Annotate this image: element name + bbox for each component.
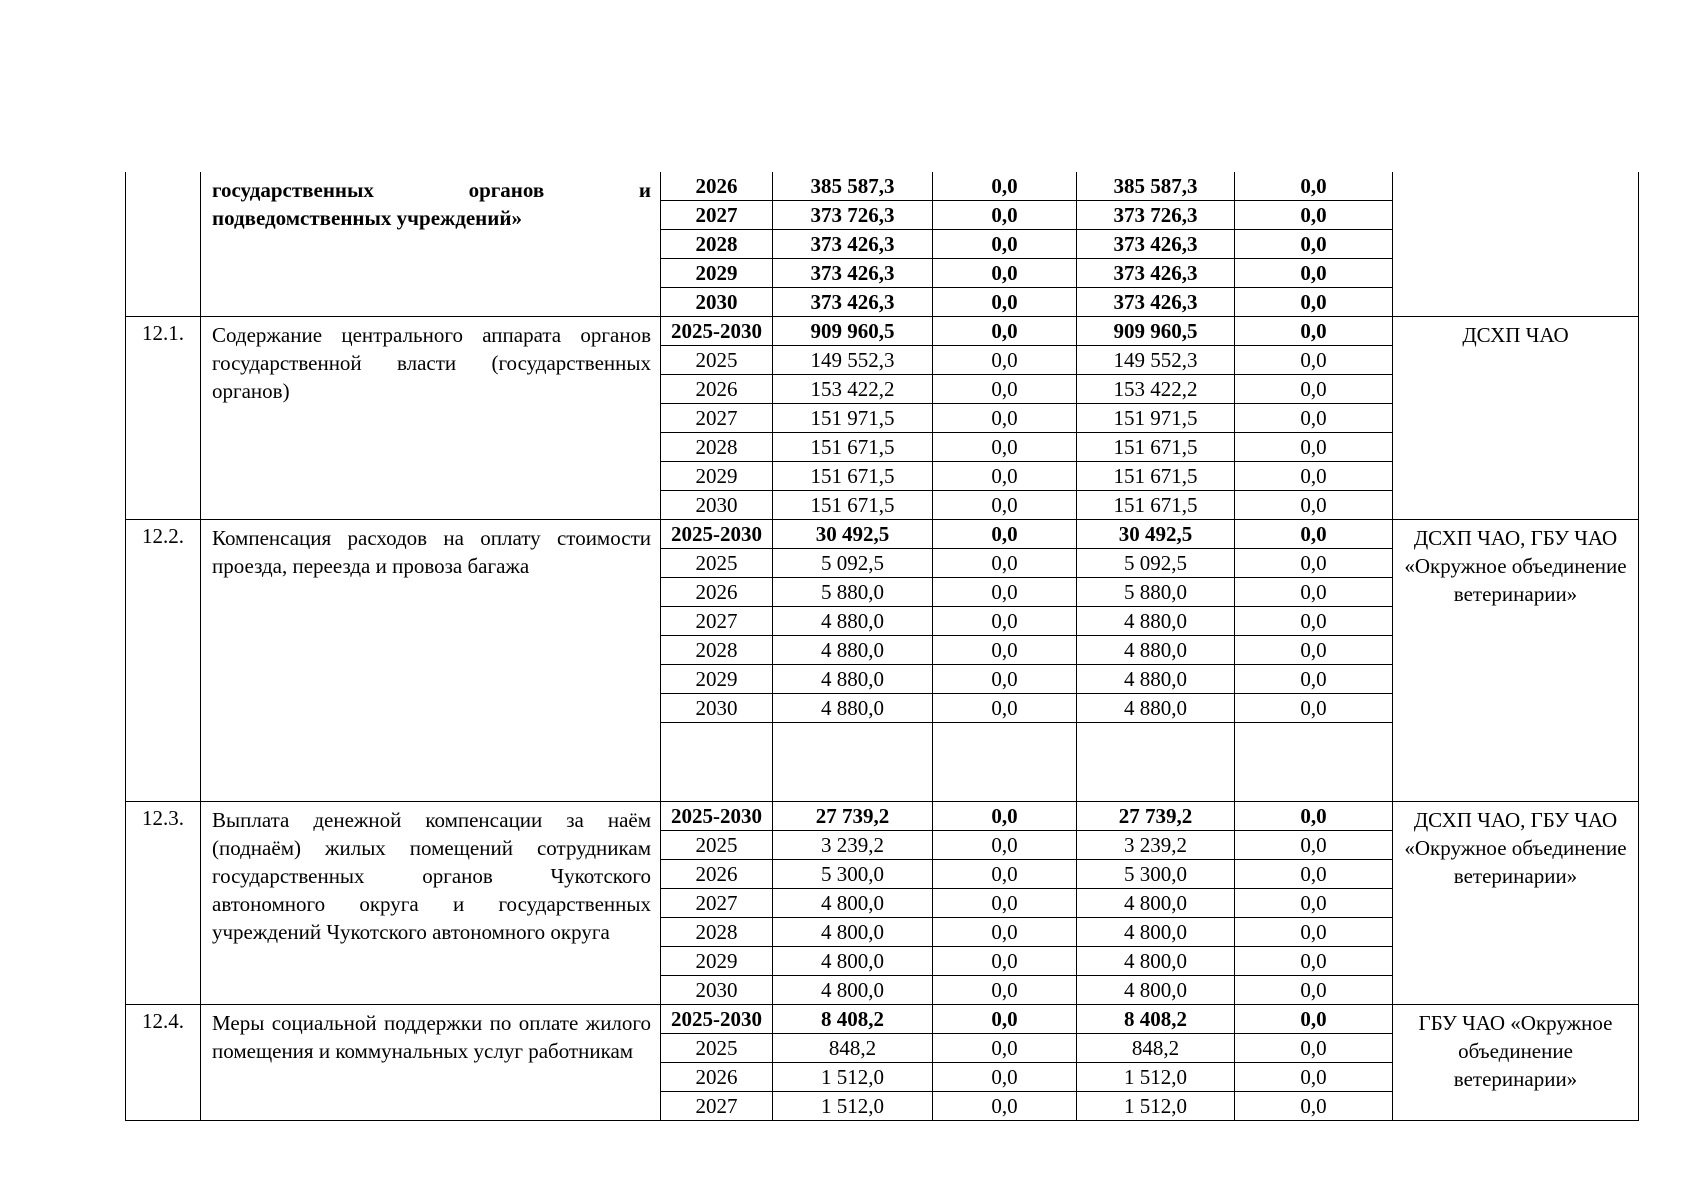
- regional-cell: 151 971,5: [1077, 404, 1235, 433]
- federal-cell: 0,0: [933, 607, 1077, 636]
- federal-cell: 0,0: [933, 1063, 1077, 1092]
- total-cell: 27 739,2: [773, 802, 933, 831]
- year-cell: 2026: [661, 860, 773, 889]
- other-cell: 0,0: [1235, 802, 1393, 831]
- total-cell: 909 960,5: [773, 317, 933, 346]
- year-cell: 2027: [661, 889, 773, 918]
- total-cell: 4 880,0: [773, 665, 933, 694]
- total-cell: 1 512,0: [773, 1063, 933, 1092]
- row-number: 12.1.: [126, 317, 201, 520]
- total-cell: 385 587,3: [773, 172, 933, 201]
- other-cell: 0,0: [1235, 491, 1393, 520]
- year-cell: 2029: [661, 259, 773, 288]
- regional-cell: 1 512,0: [1077, 1092, 1235, 1121]
- other-cell: 0,0: [1235, 259, 1393, 288]
- year-cell: 2025: [661, 1034, 773, 1063]
- other-cell: 0,0: [1235, 918, 1393, 947]
- executor-cell: ГБУ ЧАО «Окружное объединение ветеринарии»: [1393, 1005, 1639, 1121]
- year-cell: 2027: [661, 404, 773, 433]
- year-cell: 2026: [661, 578, 773, 607]
- federal-cell: 0,0: [933, 976, 1077, 1005]
- year-cell: 2028: [661, 230, 773, 259]
- federal-cell: 0,0: [933, 230, 1077, 259]
- total-cell: 149 552,3: [773, 346, 933, 375]
- regional-cell: 373 426,3: [1077, 230, 1235, 259]
- year-cell: 2026: [661, 172, 773, 201]
- year-cell: 2028: [661, 636, 773, 665]
- executor-cell: ДСХП ЧАО, ГБУ ЧАО «Окружное объединение ветеринарии»: [1393, 520, 1639, 802]
- executor-cell: ДСХП ЧАО: [1393, 317, 1639, 520]
- row-name: Компенсация расходов на оплату стоимости проезда, переезда и провоза багажа: [201, 520, 661, 802]
- other-cell: 0,0: [1235, 860, 1393, 889]
- total-cell: 4 880,0: [773, 694, 933, 723]
- other-cell: 0,0: [1235, 1063, 1393, 1092]
- regional-cell: 4 880,0: [1077, 607, 1235, 636]
- regional-cell: 373 726,3: [1077, 201, 1235, 230]
- federal-cell: 0,0: [933, 889, 1077, 918]
- table-row: [126, 520, 1639, 549]
- federal-cell: 0,0: [933, 918, 1077, 947]
- regional-cell: 4 800,0: [1077, 976, 1235, 1005]
- federal-cell: 0,0: [933, 520, 1077, 549]
- regional-cell: 373 426,3: [1077, 259, 1235, 288]
- total-cell: 5 880,0: [773, 578, 933, 607]
- table-row: [126, 802, 1639, 831]
- other-cell: 0,0: [1235, 889, 1393, 918]
- federal-cell: 0,0: [933, 636, 1077, 665]
- regional-cell: 5 300,0: [1077, 860, 1235, 889]
- other-cell: 0,0: [1235, 1005, 1393, 1034]
- year-cell: 2025-2030: [661, 317, 773, 346]
- other-cell: 0,0: [1235, 288, 1393, 317]
- total-cell: 151 671,5: [773, 462, 933, 491]
- regional-cell: 4 800,0: [1077, 947, 1235, 976]
- total-cell: 4 800,0: [773, 918, 933, 947]
- year-cell: 2030: [661, 491, 773, 520]
- table-row: [126, 317, 1639, 346]
- other-cell: 0,0: [1235, 462, 1393, 491]
- total-cell: 3 239,2: [773, 831, 933, 860]
- year-cell: 2025: [661, 831, 773, 860]
- year-cell: 2025: [661, 549, 773, 578]
- other-cell: 0,0: [1235, 549, 1393, 578]
- other-cell: 0,0: [1235, 1092, 1393, 1121]
- total-cell: 153 422,2: [773, 375, 933, 404]
- total-cell: 151 971,5: [773, 404, 933, 433]
- federal-cell: 0,0: [933, 288, 1077, 317]
- regional-cell: 373 426,3: [1077, 288, 1235, 317]
- federal-cell: 0,0: [933, 491, 1077, 520]
- other-cell: 0,0: [1235, 947, 1393, 976]
- year-cell: 2029: [661, 947, 773, 976]
- federal-cell: 0,0: [933, 1005, 1077, 1034]
- executor-cell: [1393, 172, 1639, 317]
- regional-cell: 4 880,0: [1077, 636, 1235, 665]
- year-cell: 2025-2030: [661, 1005, 773, 1034]
- regional-cell: 30 492,5: [1077, 520, 1235, 549]
- year-cell: 2030: [661, 288, 773, 317]
- total-cell: 1 512,0: [773, 1092, 933, 1121]
- regional-cell: 5 092,5: [1077, 549, 1235, 578]
- other-cell: 0,0: [1235, 201, 1393, 230]
- table-row: [126, 172, 1639, 201]
- regional-cell: 848,2: [1077, 1034, 1235, 1063]
- total-cell: 373 726,3: [773, 201, 933, 230]
- total-cell: 151 671,5: [773, 433, 933, 462]
- federal-cell: 0,0: [933, 346, 1077, 375]
- year-cell: 2025-2030: [661, 802, 773, 831]
- regional-cell: 151 671,5: [1077, 433, 1235, 462]
- federal-cell: 0,0: [933, 549, 1077, 578]
- empty-cell: [773, 723, 933, 802]
- row-number: 12.4.: [126, 1005, 201, 1121]
- regional-cell: 8 408,2: [1077, 1005, 1235, 1034]
- total-cell: 8 408,2: [773, 1005, 933, 1034]
- year-cell: 2027: [661, 201, 773, 230]
- other-cell: 0,0: [1235, 346, 1393, 375]
- total-cell: 4 800,0: [773, 976, 933, 1005]
- year-cell: 2030: [661, 976, 773, 1005]
- other-cell: 0,0: [1235, 433, 1393, 462]
- table-row: [126, 1005, 1639, 1034]
- year-cell: 2025: [661, 346, 773, 375]
- regional-cell: 909 960,5: [1077, 317, 1235, 346]
- federal-cell: 0,0: [933, 259, 1077, 288]
- year-cell: 2029: [661, 462, 773, 491]
- federal-cell: 0,0: [933, 201, 1077, 230]
- federal-cell: 0,0: [933, 578, 1077, 607]
- federal-cell: 0,0: [933, 1092, 1077, 1121]
- total-cell: 4 800,0: [773, 947, 933, 976]
- year-cell: 2027: [661, 1092, 773, 1121]
- empty-cell: [1077, 723, 1235, 802]
- other-cell: 0,0: [1235, 665, 1393, 694]
- federal-cell: 0,0: [933, 860, 1077, 889]
- regional-cell: 27 739,2: [1077, 802, 1235, 831]
- year-cell: 2028: [661, 918, 773, 947]
- total-cell: 151 671,5: [773, 491, 933, 520]
- empty-cell: [1235, 723, 1393, 802]
- other-cell: 0,0: [1235, 636, 1393, 665]
- federal-cell: 0,0: [933, 947, 1077, 976]
- federal-cell: 0,0: [933, 404, 1077, 433]
- other-cell: 0,0: [1235, 1034, 1393, 1063]
- year-cell: 2026: [661, 375, 773, 404]
- federal-cell: 0,0: [933, 831, 1077, 860]
- other-cell: 0,0: [1235, 172, 1393, 201]
- regional-cell: 151 671,5: [1077, 462, 1235, 491]
- regional-cell: 4 800,0: [1077, 918, 1235, 947]
- total-cell: 4 880,0: [773, 636, 933, 665]
- federal-cell: 0,0: [933, 1034, 1077, 1063]
- total-cell: 373 426,3: [773, 259, 933, 288]
- empty-cell: [933, 723, 1077, 802]
- regional-cell: 153 422,2: [1077, 375, 1235, 404]
- row-name: государственных органов и подведомственных учреждений»: [201, 172, 661, 317]
- year-cell: 2027: [661, 607, 773, 636]
- federal-cell: 0,0: [933, 462, 1077, 491]
- empty-cell: [661, 723, 773, 802]
- regional-cell: 1 512,0: [1077, 1063, 1235, 1092]
- regional-cell: 385 587,3: [1077, 172, 1235, 201]
- other-cell: 0,0: [1235, 375, 1393, 404]
- federal-cell: 0,0: [933, 172, 1077, 201]
- row-number: [126, 172, 201, 317]
- federal-cell: 0,0: [933, 802, 1077, 831]
- year-cell: 2025-2030: [661, 520, 773, 549]
- row-number: 12.3.: [126, 802, 201, 1005]
- executor-cell: ДСХП ЧАО, ГБУ ЧАО «Окружное объединение ветеринарии»: [1393, 802, 1639, 1005]
- other-cell: 0,0: [1235, 317, 1393, 346]
- regional-cell: 5 880,0: [1077, 578, 1235, 607]
- total-cell: 4 880,0: [773, 607, 933, 636]
- total-cell: 30 492,5: [773, 520, 933, 549]
- other-cell: 0,0: [1235, 404, 1393, 433]
- total-cell: 848,2: [773, 1034, 933, 1063]
- row-name: Выплата денежной компенсации за наём (поднаём) жилых помещений сотрудникам государственных органов Чукотского автономного округа и государственных учреждений Чукотского автономного округа: [201, 802, 661, 1005]
- regional-cell: 4 880,0: [1077, 665, 1235, 694]
- federal-cell: 0,0: [933, 433, 1077, 462]
- federal-cell: 0,0: [933, 694, 1077, 723]
- year-cell: 2026: [661, 1063, 773, 1092]
- regional-cell: 3 239,2: [1077, 831, 1235, 860]
- federal-cell: 0,0: [933, 665, 1077, 694]
- other-cell: 0,0: [1235, 976, 1393, 1005]
- regional-cell: 4 800,0: [1077, 889, 1235, 918]
- budget-table: [125, 172, 1639, 1121]
- other-cell: 0,0: [1235, 230, 1393, 259]
- federal-cell: 0,0: [933, 375, 1077, 404]
- other-cell: 0,0: [1235, 520, 1393, 549]
- regional-cell: 151 671,5: [1077, 491, 1235, 520]
- year-cell: 2028: [661, 433, 773, 462]
- federal-cell: 0,0: [933, 317, 1077, 346]
- other-cell: 0,0: [1235, 831, 1393, 860]
- total-cell: 5 092,5: [773, 549, 933, 578]
- total-cell: 4 800,0: [773, 889, 933, 918]
- regional-cell: 149 552,3: [1077, 346, 1235, 375]
- regional-cell: 4 880,0: [1077, 694, 1235, 723]
- total-cell: 373 426,3: [773, 288, 933, 317]
- other-cell: 0,0: [1235, 694, 1393, 723]
- year-cell: 2030: [661, 694, 773, 723]
- total-cell: 373 426,3: [773, 230, 933, 259]
- total-cell: 5 300,0: [773, 860, 933, 889]
- other-cell: 0,0: [1235, 578, 1393, 607]
- row-name: Содержание центрального аппарата органов государственной власти (государственных органов): [201, 317, 661, 520]
- other-cell: 0,0: [1235, 607, 1393, 636]
- row-number: 12.2.: [126, 520, 201, 802]
- row-name: Меры социальной поддержки по оплате жилого помещения и коммунальных услуг работникам: [201, 1005, 661, 1121]
- year-cell: 2029: [661, 665, 773, 694]
